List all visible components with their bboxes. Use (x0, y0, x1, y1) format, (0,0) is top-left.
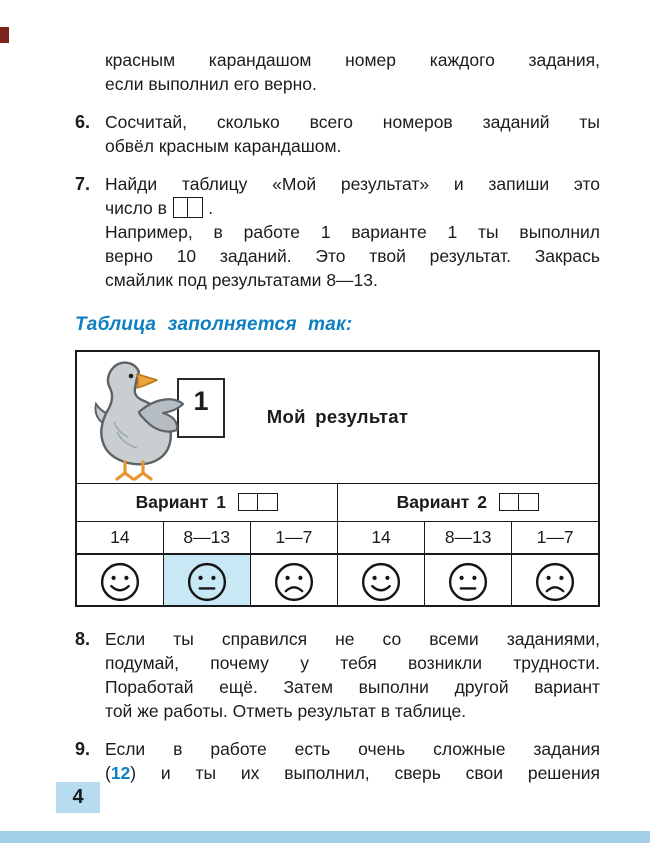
intro-line: если выполнил его верно. (105, 74, 317, 94)
task-body (105, 737, 600, 785)
task-number: 7. (75, 174, 91, 194)
score-box-cell (499, 493, 520, 511)
score-box-cell (257, 493, 278, 511)
score-cell: 14 (76, 521, 163, 554)
score-box-cell (238, 493, 259, 511)
results-table (75, 350, 600, 607)
task-item-8 (75, 627, 600, 723)
variant-2-label: Вариант 2 (396, 491, 487, 512)
variant-1-label: Вариант 1 (135, 491, 226, 512)
intro-line: красным карандашом номер каждого задания, (105, 50, 600, 70)
task-body (105, 110, 600, 158)
task-item-9 (75, 737, 600, 785)
task-reference-number: 12 (110, 763, 131, 783)
duck-icon (81, 354, 231, 482)
task-line: Сосчитай, сколько всего номеров заданий ты (105, 112, 600, 132)
footer-bar (0, 831, 650, 843)
smiley-cell (337, 554, 424, 606)
smiley-cell (250, 554, 337, 606)
task-line: смайлик под результатами 8—13. (105, 270, 378, 290)
task-line: Поработай ещё. Затем выполни другой вариант (105, 677, 600, 697)
table-title: Мой результат (266, 406, 409, 428)
task-line: обвёл красным карандашом. (105, 136, 342, 156)
task-body (105, 627, 600, 723)
neutral-smiley-icon (446, 560, 490, 604)
task-body (105, 172, 600, 292)
smiley-cell (163, 554, 250, 606)
task-line: Например, в работе 1 варианте 1 ты выполнил (105, 222, 600, 242)
task-line: Найди таблицу «Мой результат» и запиши это (105, 174, 600, 194)
smiley-cell (425, 554, 512, 606)
score-cell: 1—7 (250, 521, 337, 554)
task-line: верно 10 заданий. Это твой результат. Закрась (105, 246, 600, 266)
smiley-cell (76, 554, 163, 606)
table-title-cell (76, 351, 599, 483)
task-line-with-box (105, 196, 600, 220)
score-cell: 8—13 (163, 521, 250, 554)
task-line-with-ref (105, 761, 600, 785)
score-cell: 1—7 (512, 521, 599, 554)
task-item-6 (75, 110, 600, 158)
smiley-cell (512, 554, 599, 606)
task-line: подумай, почему у тебя возникли трудности. (105, 653, 600, 673)
variant-1-score-box-icon (238, 493, 278, 511)
task-line: Если в работе есть очень сложные задания (105, 739, 600, 759)
page-number (56, 782, 100, 813)
task-line-text: число в (105, 198, 167, 218)
variant-2-cell (337, 483, 599, 521)
intro-paragraph (105, 48, 600, 96)
duck-illustration-wrap (81, 352, 241, 482)
variant-1-cell (76, 483, 337, 521)
sad-smiley-icon (272, 560, 316, 604)
task-line-text: ) и ты их выполнил, сверь свои решения (130, 763, 600, 783)
result-card-number: 1 (193, 386, 209, 416)
answer-box-icon (173, 197, 203, 218)
task-line-text: ( (105, 763, 111, 783)
task-number: 8. (75, 629, 91, 649)
task-line: Если ты справился не со всеми заданиями, (105, 629, 600, 649)
variant-2-score-box-icon (499, 493, 539, 511)
score-box-cell (518, 493, 539, 511)
sad-smiley-icon (533, 560, 577, 604)
task-item-7 (75, 172, 600, 292)
task-number: 9. (75, 739, 91, 759)
answer-box-cell (187, 197, 203, 218)
task-number: 6. (75, 112, 91, 132)
neutral-smiley-icon (185, 560, 229, 604)
task-line-text: . (208, 198, 214, 218)
task-line: той же работы. Отметь результат в таблице. (105, 701, 467, 721)
score-cell: 8—13 (425, 521, 512, 554)
page-number-value: 4 (72, 786, 84, 808)
happy-smiley-icon (98, 560, 142, 604)
table-heading: Таблица заполняется так: (75, 314, 353, 335)
score-cell: 14 (337, 521, 424, 554)
happy-smiley-icon (359, 560, 403, 604)
